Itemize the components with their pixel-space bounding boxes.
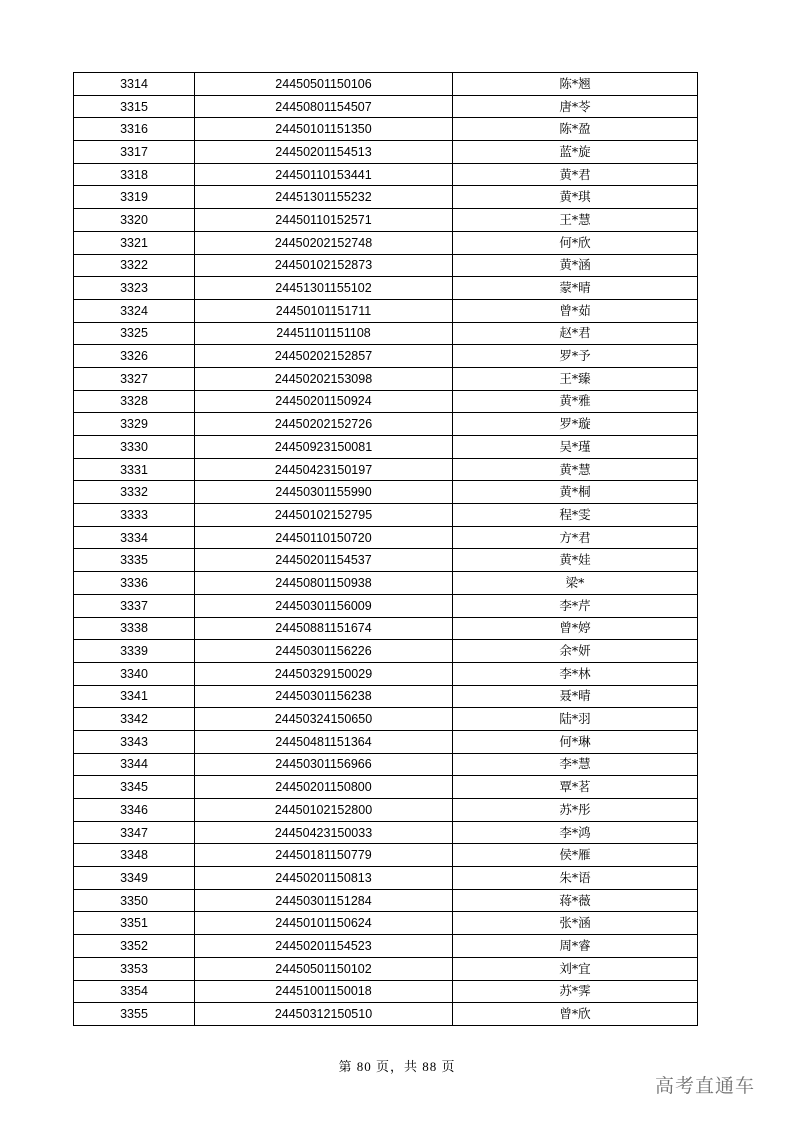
row-number-cell: 3342 [74,708,195,731]
candidate-id-cell: 24450181150779 [195,844,453,867]
table-row [74,730,698,753]
row-number-cell: 3336 [74,572,195,595]
table-row [74,367,698,390]
row-number-cell: 3340 [74,662,195,685]
candidate-id-cell: 24450201150813 [195,867,453,890]
candidate-id-cell: 24451301155232 [195,186,453,209]
table-row [74,1003,698,1026]
table-row [74,481,698,504]
candidate-name-cell: 程*雯 [453,504,698,527]
table-row [74,640,698,663]
candidate-id-cell: 24451301155102 [195,277,453,300]
candidate-id-cell: 24450481151364 [195,730,453,753]
candidate-id-cell: 24450923150081 [195,436,453,459]
candidate-id-cell: 24450301156238 [195,685,453,708]
row-number-cell: 3339 [74,640,195,663]
row-number-cell: 3331 [74,458,195,481]
candidate-name-cell: 曾*欣 [453,1003,698,1026]
table-row [74,662,698,685]
table-row [74,821,698,844]
candidate-name-cell: 黄*娃 [453,549,698,572]
page-footer: 第 80 页，共 88 页 [338,1059,456,1074]
candidate-id-cell: 24450102152800 [195,799,453,822]
table-row [74,549,698,572]
candidate-name-cell: 李*鸿 [453,821,698,844]
candidate-id-cell: 24450501150106 [195,73,453,96]
candidate-id-cell: 24450423150033 [195,821,453,844]
table-row [74,277,698,300]
candidate-name-cell: 聂*晴 [453,685,698,708]
table-row [74,186,698,209]
candidate-id-cell: 24450102152873 [195,254,453,277]
candidate-id-cell: 24450101151350 [195,118,453,141]
row-number-cell: 3329 [74,413,195,436]
candidate-name-cell: 陈*翘 [453,73,698,96]
candidate-name-cell: 黄*雅 [453,390,698,413]
table-row [74,231,698,254]
row-number-cell: 3337 [74,594,195,617]
candidate-id-cell: 24450110150720 [195,526,453,549]
table-row [74,844,698,867]
candidate-name-cell: 黄*君 [453,163,698,186]
row-number-cell: 3347 [74,821,195,844]
table-row [74,708,698,731]
candidate-name-cell: 王*慧 [453,209,698,232]
table-row [74,458,698,481]
table-row [74,504,698,527]
row-number-cell: 3326 [74,345,195,368]
candidate-id-cell: 24450201154537 [195,549,453,572]
candidate-name-cell: 蒙*晴 [453,277,698,300]
candidate-name-cell: 蒋*薇 [453,889,698,912]
table-row [74,163,698,186]
candidate-name-cell: 覃*茗 [453,776,698,799]
table-row [74,209,698,232]
table-row [74,753,698,776]
table-row [74,867,698,890]
row-number-cell: 3334 [74,526,195,549]
row-number-cell: 3345 [74,776,195,799]
candidate-name-cell: 陈*盈 [453,118,698,141]
row-number-cell: 3343 [74,730,195,753]
row-number-cell: 3318 [74,163,195,186]
table-row [74,345,698,368]
candidate-id-cell: 24450202152748 [195,231,453,254]
candidate-id-cell: 24450201154523 [195,935,453,958]
row-number-cell: 3350 [74,889,195,912]
row-number-cell: 3328 [74,390,195,413]
candidate-name-cell: 赵*君 [453,322,698,345]
row-number-cell: 3332 [74,481,195,504]
table-row [74,526,698,549]
table-row [74,889,698,912]
table-row [74,436,698,459]
table-row [74,413,698,436]
row-number-cell: 3316 [74,118,195,141]
row-number-cell: 3315 [74,95,195,118]
candidate-name-cell: 何*琳 [453,730,698,753]
row-number-cell: 3324 [74,299,195,322]
table-row [74,912,698,935]
table-row [74,776,698,799]
table-row [74,299,698,322]
candidate-id-cell: 24450801150938 [195,572,453,595]
candidate-name-cell: 罗*璇 [453,413,698,436]
watermark-logo: 高考直通车 [655,1075,756,1097]
candidate-name-cell: 唐*苓 [453,95,698,118]
candidate-id-cell: 24451101151108 [195,322,453,345]
table-row [74,322,698,345]
candidate-name-cell: 黄*涵 [453,254,698,277]
row-number-cell: 3346 [74,799,195,822]
candidate-id-cell: 24450201150800 [195,776,453,799]
candidate-id-cell: 24450202153098 [195,367,453,390]
row-number-cell: 3327 [74,367,195,390]
row-number-cell: 3349 [74,867,195,890]
candidate-id-cell: 24450301156226 [195,640,453,663]
candidate-name-cell: 曾*茹 [453,299,698,322]
candidate-name-cell: 刘*宜 [453,957,698,980]
candidate-id-cell: 24450101151711 [195,299,453,322]
candidate-name-cell: 黄*桐 [453,481,698,504]
row-number-cell: 3338 [74,617,195,640]
candidate-name-cell: 张*涵 [453,912,698,935]
candidate-id-cell: 24450201150924 [195,390,453,413]
row-number-cell: 3344 [74,753,195,776]
candidate-id-cell: 24450801154507 [195,95,453,118]
table-row [74,594,698,617]
table-row [74,95,698,118]
candidate-id-cell: 24450324150650 [195,708,453,731]
row-number-cell: 3333 [74,504,195,527]
candidate-name-cell: 朱*语 [453,867,698,890]
row-number-cell: 3353 [74,957,195,980]
candidate-name-cell: 李*林 [453,662,698,685]
candidate-name-cell: 黄*慧 [453,458,698,481]
table-row [74,254,698,277]
candidate-name-cell: 李*慧 [453,753,698,776]
row-number-cell: 3325 [74,322,195,345]
candidate-id-cell: 24450102152795 [195,504,453,527]
candidate-id-cell: 24450110152571 [195,209,453,232]
row-number-cell: 3341 [74,685,195,708]
table-row [74,572,698,595]
roster-table [73,72,698,1026]
row-number-cell: 3320 [74,209,195,232]
candidate-name-cell: 李*芹 [453,594,698,617]
row-number-cell: 3335 [74,549,195,572]
candidate-id-cell: 24450501150102 [195,957,453,980]
table-row [74,73,698,96]
row-number-cell: 3314 [74,73,195,96]
candidate-id-cell: 24450881151674 [195,617,453,640]
candidate-id-cell: 24450301151284 [195,889,453,912]
candidate-name-cell: 吴*瑾 [453,436,698,459]
candidate-id-cell: 24450101150624 [195,912,453,935]
table-row [74,957,698,980]
row-number-cell: 3348 [74,844,195,867]
candidate-id-cell: 24450301156966 [195,753,453,776]
candidate-name-cell: 苏*霁 [453,980,698,1003]
table-row [74,935,698,958]
candidate-id-cell: 24450202152726 [195,413,453,436]
row-number-cell: 3351 [74,912,195,935]
candidate-name-cell: 方*君 [453,526,698,549]
table-row [74,799,698,822]
candidate-name-cell: 余*妍 [453,640,698,663]
row-number-cell: 3352 [74,935,195,958]
table-row [74,118,698,141]
row-number-cell: 3317 [74,141,195,164]
candidate-id-cell: 24450201154513 [195,141,453,164]
row-number-cell: 3322 [74,254,195,277]
candidate-name-cell: 蓝*旋 [453,141,698,164]
candidate-name-cell: 周*睿 [453,935,698,958]
candidate-name-cell: 何*欣 [453,231,698,254]
candidate-name-cell: 罗*予 [453,345,698,368]
table-row [74,617,698,640]
table-row [74,141,698,164]
candidate-id-cell: 24450312150510 [195,1003,453,1026]
candidate-name-cell: 侯*雁 [453,844,698,867]
roster-table-body [74,73,698,1026]
row-number-cell: 3330 [74,436,195,459]
candidate-name-cell: 梁* [453,572,698,595]
candidate-id-cell: 24451001150018 [195,980,453,1003]
candidate-name-cell: 王*臻 [453,367,698,390]
candidate-id-cell: 24450202152857 [195,345,453,368]
candidate-name-cell: 曾*婷 [453,617,698,640]
candidate-id-cell: 24450110153441 [195,163,453,186]
table-row [74,390,698,413]
table-row [74,685,698,708]
candidate-name-cell: 苏*彤 [453,799,698,822]
row-number-cell: 3355 [74,1003,195,1026]
candidate-id-cell: 24450423150197 [195,458,453,481]
row-number-cell: 3323 [74,277,195,300]
row-number-cell: 3319 [74,186,195,209]
table-row [74,980,698,1003]
candidate-name-cell: 黄*琪 [453,186,698,209]
row-number-cell: 3321 [74,231,195,254]
candidate-id-cell: 24450301155990 [195,481,453,504]
candidate-id-cell: 24450301156009 [195,594,453,617]
candidate-name-cell: 陆*羽 [453,708,698,731]
candidate-id-cell: 24450329150029 [195,662,453,685]
row-number-cell: 3354 [74,980,195,1003]
